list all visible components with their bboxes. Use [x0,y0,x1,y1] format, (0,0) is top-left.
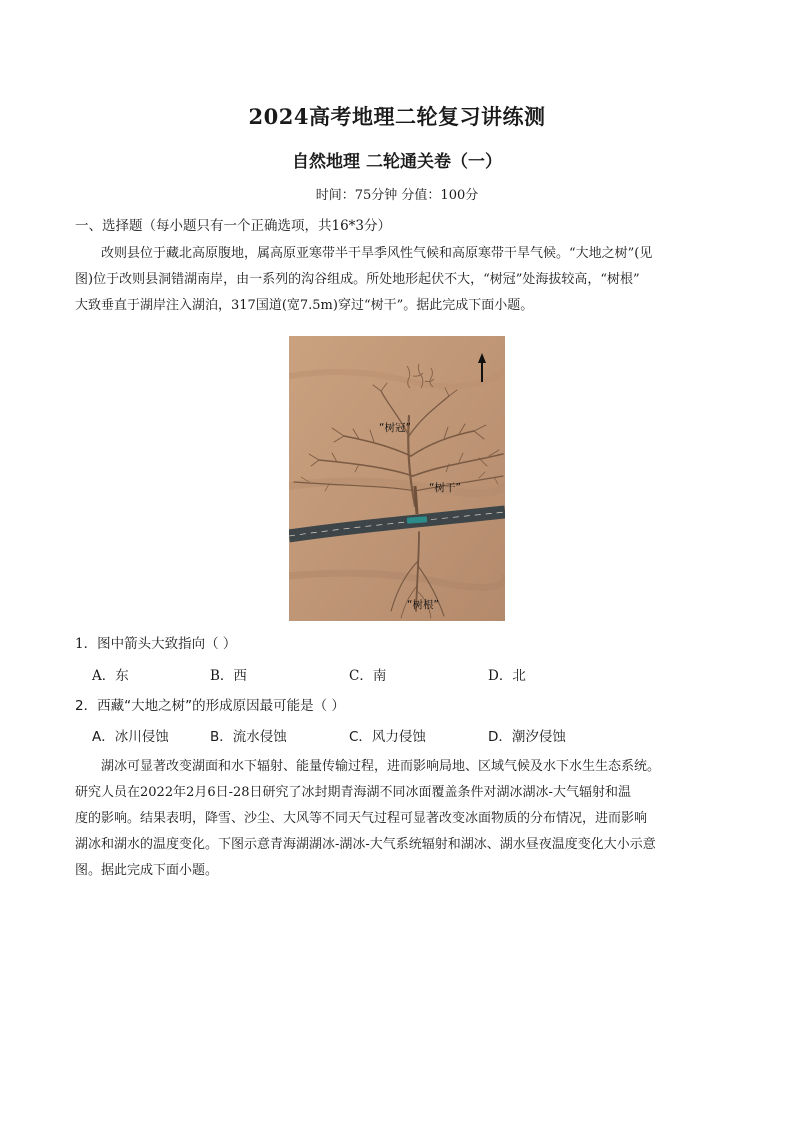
question-1-option-c[interactable]: C．南 [349,668,387,684]
tree-trunk-gully [415,486,417,514]
question-1-option-a[interactable]: A．东 [92,668,129,684]
question-1-option-b[interactable]: B．西 [210,668,247,684]
question-2-option-c[interactable]: C．风力侵蚀 [349,729,426,745]
section-heading: 一、选择题（每小题只有一个正确选项，共16*3分） [75,218,392,234]
question-2-option-b[interactable]: B．流水侵蚀 [210,729,287,745]
label-tree-root: “树根” [407,599,439,611]
exam-title: 2024高考地理二轮复习讲练测 [248,104,546,129]
passage-2-line: 湖冰和湖水的温度变化。下图示意青海湖湖冰-湖冰-大气系统辐射和湖冰、湖水昼夜温度变化大小示意 [75,837,656,852]
question-2-option-a[interactable]: A．冰川侵蚀 [92,729,169,745]
label-tree-trunk: “树干” [429,482,461,494]
question-2-option-d[interactable]: D．潮汐侵蚀 [488,729,566,745]
passage-2 [75,754,735,884]
passage-1-line: 改则县位于藏北高原腹地，属高原亚寒带半干旱季风性气候和高原寒带干旱气候。“大地之树”(见 [101,246,653,261]
question-1-option-d[interactable]: D．北 [488,668,526,684]
exam-subtitle: 自然地理 二轮通关卷（一） [292,152,502,172]
passage-1 [75,241,725,319]
passage-2-line: 度的影响。结果表明，降雪、沙尘、大风等不同天气过程可显著改变冰面物质的分布情况，进而影响 [75,811,648,826]
passage-2-line: 研究人员在2022年2月6日-28日研究了冰封期青海湖不同冰面覆盖条件对湖冰湖冰-大气辐射和温 [75,785,631,800]
passage-2-line: 湖冰可显著改变湖面和水下辐射、能量传输过程，进而影响局地、区域气候及水下水生生态系统。 [101,759,661,774]
label-tree-crown: “树冠” [379,422,411,434]
passage-2-line: 图。据此完成下面小题。 [75,863,219,878]
question-1-stem: 1．图中箭头大致指向（ ） [75,636,237,652]
tree-of-earth-photo [289,336,505,621]
question-2-stem: 2．西藏“大地之树”的形成原因最可能是（ ） [75,698,345,714]
passage-1-line: 大致垂直于湖岸注入湖泊，317国道(宽7.5m)穿过“树干”。据此完成下面小题。 [75,298,534,313]
time-score-line: 时间：75分钟 分值：100分 [315,188,479,203]
passage-1-line: 图)位于改则县洞错湖南岸，由一系列的沟谷组成。所处地形起伏不大，“树冠”处海拔较高，“树根” [75,272,640,287]
